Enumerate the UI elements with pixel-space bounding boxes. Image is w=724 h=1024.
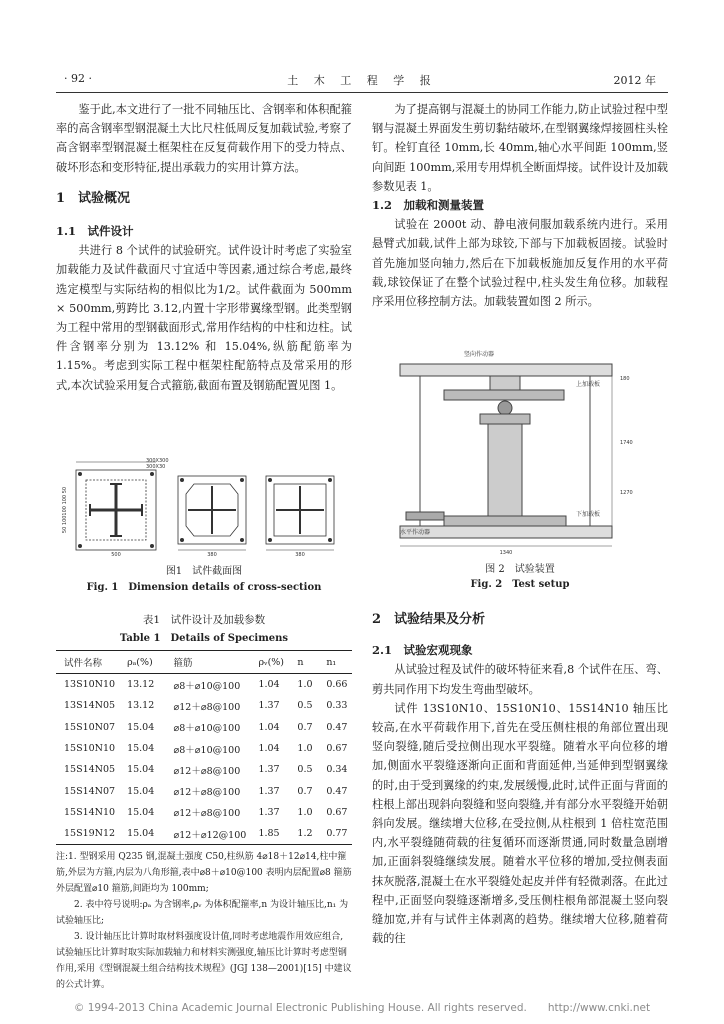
journal-year: 2012 年 [613,74,656,87]
table-cell: 15.04 [127,806,155,818]
table-cell: 15.04 [127,823,173,845]
table-cell: ⌀8＋⌀10@100 [173,744,241,756]
table-header: n [297,651,326,674]
section-2-heading: 2 试验结果及分析 [372,612,486,627]
table-row [56,759,352,780]
dim-h1: 180 [620,376,630,382]
table-1-caption-en: Table 1 Details of Specimens [119,633,289,644]
table-cell: 15S10N10 [64,743,116,755]
figure-2-caption-en: Fig. 2 Test setup [470,579,570,590]
table-row [56,695,352,716]
table-cell: ⌀12＋⌀8@100 [173,808,241,820]
section-1-2-paragraph: 试验在 2000t 动、静电液伺服加载系统内进行。采用悬臂式加载,试件上部为球铰,下部与下加载板固接。试验时首先施加竖向轴力,然后在下加载板施加反复作用的水平荷载,球铰保证了在整个试验过程中,柱头发生角位移。加载程序采用位移控制方法。加载装置如图 2 所示。 [372,218,668,309]
dim-label-bottom: 500 [111,552,121,556]
table-row [56,780,352,801]
table-1-notes [56,849,352,993]
table-note: 3. 设计轴压比计算时取材料强度设计值,同时考虑地震作用效应组合,试验轴压比计算时取实际加载轴力和材料实测强度,轴压比计算时考虑型钢作用,采用《型钢混凝土组合结构技术规程》(JGJ 138—2001)[15] 中建议的公式计算。 [56,932,352,991]
table-cell: 1.85 [258,823,297,845]
table-cell: 0.47 [326,721,348,733]
table-cell: 15.04 [127,721,155,733]
table-cell: 0.5 [297,700,313,712]
table-cell: 1.0 [297,679,313,691]
table-cell: 0.7 [297,785,313,797]
table-note: 注:1. 型钢采用 Q235 钢,混凝土强度 C50,柱纵筋 4⌀18＋12⌀14,柱中箍筋,外层为方箍,内层为八角形箍,表中⌀8＋⌀10@100 表明内层配置⌀8 箍筋外层配置⌀10 箍筋,间距均为 100mm; [56,852,352,895]
right-column-bottom-text [372,610,668,948]
specimen-table [56,650,352,845]
dim-h2: 1740 [620,440,633,446]
dim-width: 1340 [499,550,513,554]
journal-title: 土 木 工 程 学 报 [287,74,437,87]
section-2-1-paragraph-b: 试件 13S10N10、15S10N10、15S14N10 轴压比较高,在水平荷载作用下,首先在受压侧柱根的角部位置出现竖向裂缝,随后受拉侧出现水平裂缝。随着水平向位移的增加,侧面水平裂缝逐渐向正面和背面延伸,当延伸到型钢翼缘的时,由于受到翼缘的约束,发展缓慢,此时,试件正面与背面的柱根上部出现斜向裂缝和竖向裂缝,并有部分水平裂缝开始朝斜向发展。继续增大位移,在受拉侧,从柱根到 1 倍柱宽范围内,水平裂缝随荷载的往复循环而逐渐贯通,同时数量急剧增加,正面斜裂缝继续发展。随着水平位移的增加,受拉侧表面抹灰脱落,混凝土在水平裂缝处起皮并伴有轻微剥落。在此过程中,正面竖向裂缝逐渐增多,受压侧柱根角部混凝土竖向裂缝加宽,并有与试件主体剥离的趋势。继续增大位移,随着荷载的往 [372,701,668,946]
table-cell: 0.47 [326,785,348,797]
table-cell: 0.67 [326,806,348,818]
table-cell: 15S14N10 [64,806,116,818]
table-note: 2. 表中符号说明:ρₐ 为含钢率,ρᵥ 为体积配箍率,n 为设计轴压比,n₁ 为试验轴压比; [56,900,349,927]
figure-1-caption-cn: 图1 试件截面图 [165,566,243,577]
table-cell: 15.04 [127,764,155,776]
label-lower-plate: 下加载板 [576,511,601,518]
table-cell: 13.12 [127,700,155,712]
intro-paragraph: 鉴于此,本文进行了一批不同轴压比、含钢率和体积配箍率的高含钢率型钢混凝土大比尺柱低周反复加载试验,考察了高含钢率型钢混凝土框架柱在反复荷载作用下的受力特点、破坏形态和变形特征,提出承载力的实用计算方法。 [56,103,352,174]
horizontal-actuator [406,512,444,520]
table-cell: 15.04 [127,743,155,755]
section-1-2-heading: 1.2 加载和测量装置 [372,198,485,213]
table-cell: 1.0 [297,743,313,755]
lower-loading-plate [444,516,566,526]
table-cell: 1.37 [258,700,280,712]
stud-paragraph: 为了提高钢与混凝土的协同工作能力,防止试验过程中型钢与混凝土界面发生剪切黏结破坏,在型钢翼缘焊接圆柱头栓钉。栓钉直径 10mm,长 40mm,轴心水平间距 100mm,竖向间距 100mm,采用专用焊机全断面焊接。试件设计及加载参数见表 1。 [372,103,668,193]
dim-label-a: 380 [207,552,217,556]
upper-loading-plate [444,390,564,400]
table-cell: 1.04 [258,743,280,755]
table-cell: 13.12 [127,679,155,691]
table-cell: 15S14N05 [64,764,116,776]
section-1-1-heading: 1.1 试件设计 [56,224,134,239]
page-number: · 92 · [64,72,92,85]
table-cell: 1.0 [297,806,313,818]
figure-1-caption-en: Fig. 1 Dimension details of cross-section [86,582,322,593]
table-cell: 1.04 [258,721,280,733]
section-1-1-paragraph: 共进行 8 个试件的试验研究。试件设计时考虑了实验室加载能力及试件截面尺寸宜适中等因素,通过综合考虑,最终选定模型与实际结构的相似比为1/2。试件截面为 500mm × 500mm,剪跨比 3.12,内置十字形带翼缘型钢。此类型钢为工程中常用的型钢截面形式,常用作结构的中柱和边柱。试件含钢率分别为 13.12% 和 15.04%,纵筋配筋率为 1.15%。考虑到实际工程中框架柱配筋特点及常采用的形式,本次试验采用复合式箍筋,截面布置及钢筋配置见图 1。 [56,244,352,392]
table-header: 箍筋 [174,651,259,674]
header-rule [56,92,668,93]
running-header [56,72,668,88]
table-cell: 1.37 [258,764,280,776]
figure-2-caption-cn: 图 2 试验装置 [485,564,555,575]
table-cell: 0.5 [297,764,313,776]
section-1-heading: 1 试验概况 [56,190,131,206]
table-header: n₁ [326,651,352,674]
table-row [56,674,352,696]
dim-label-2: 300X30 [146,464,166,470]
table-cell: 15.04 [127,785,155,797]
section-2-1-heading: 2.1 试验宏观现象 [372,643,473,658]
table-cell: ⌀12＋⌀8@100 [173,787,241,799]
table-cell: 13S14N05 [64,700,116,712]
figure-1-cross-section [60,456,348,556]
table-cell: 0.66 [326,679,348,691]
table-cell: 13S10N10 [64,679,116,691]
table-cell: 1.37 [258,806,280,818]
table-header: 试件名称 [56,651,127,674]
table-cell: ⌀12＋⌀12@100 [174,823,259,845]
table-1-block [56,612,352,993]
spherical-hinge [498,401,512,415]
section-2-1-paragraph-a: 从试验过程及试件的破坏特征来看,8 个试件在压、弯、剪共同作用下均发生弯曲型破坏。 [372,663,668,696]
table-header: ρᵥ(%) [258,651,297,674]
table-row [56,738,352,759]
table-cell: ⌀8＋⌀10@100 [173,723,241,735]
table-cell: 15S14N07 [64,785,116,797]
label-horizontal-actuator: 水平作动器 [400,529,431,536]
table-cell: ⌀8＋⌀10@100 [173,680,241,692]
table-row [56,717,352,738]
table-header: ρₐ(%) [127,651,173,674]
dim-label-1: 300X300 [146,458,169,464]
table-cell: 15S19N12 [56,823,127,845]
right-column-top-text [372,100,668,311]
table-cell: ⌀12＋⌀8@100 [173,765,241,777]
label-vertical-actuator: 竖向作动器 [464,351,495,358]
specimen-column [488,424,522,516]
dim-label-left: 50 100100 100 50 [62,486,68,534]
left-column-text [56,100,352,395]
base-frame [400,526,612,538]
table-cell: 0.77 [326,823,352,845]
figure-2-test-setup [380,344,660,554]
table-cell: 1.37 [258,785,280,797]
table-1-caption-cn: 表1 试件设计及加载参数 [142,614,266,626]
copyright-footer: © 1994-2013 China Academic Journal Electronic Publishing House. All rights reserved. http://www.cnki.net [73,1002,651,1014]
dim-h3: 1270 [620,490,633,496]
top-frame [400,364,612,376]
table-cell: 1.04 [258,679,280,691]
table-cell: ⌀12＋⌀8@100 [173,701,241,713]
dim-label-b: 380 [295,552,305,556]
table-cell: 1.2 [297,823,326,845]
table-cell: 0.34 [326,764,348,776]
table-row [56,823,352,845]
table-cell: 0.67 [326,743,348,755]
table-cell: 15S10N07 [64,721,116,733]
table-cell: 0.7 [297,721,313,733]
label-upper-plate: 上加载板 [576,381,601,388]
table-row [56,802,352,823]
table-cell: 0.33 [326,700,348,712]
